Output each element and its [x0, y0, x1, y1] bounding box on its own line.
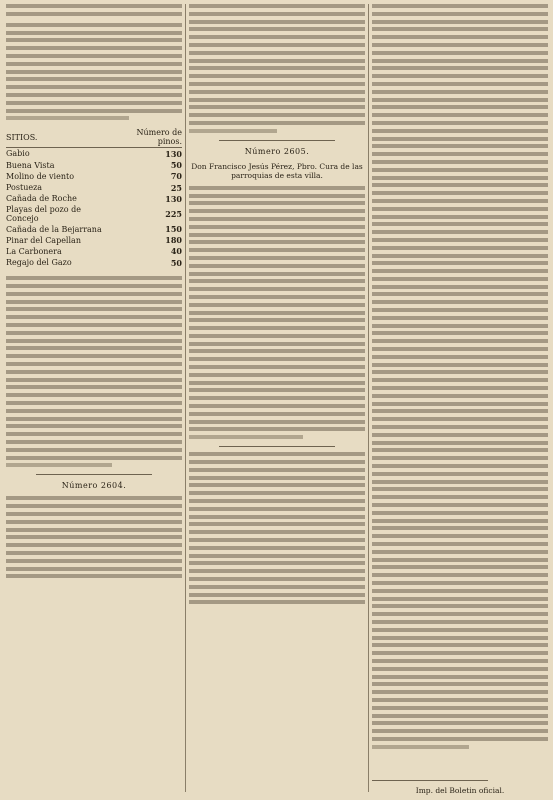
text-block — [189, 186, 365, 440]
text-block — [6, 23, 182, 121]
table-row — [6, 160, 182, 171]
table-row — [6, 257, 182, 268]
notice-sevilla: Don Francisco Jesús Pérez, Pbro. Cura de las parroquias de esta villa. — [191, 161, 363, 180]
column-divider — [368, 4, 369, 792]
pine-count: 180 — [165, 235, 182, 246]
sites-header-left: SITIOS. — [6, 127, 112, 148]
table-row — [6, 171, 182, 182]
table-row — [6, 193, 182, 204]
heading-col2: Número 2605. — [244, 146, 310, 156]
site-name: Postueza — [6, 183, 43, 193]
site-name: Pinar del Capellan — [6, 235, 81, 245]
table-row — [6, 204, 182, 223]
text-block — [189, 452, 365, 604]
site-name: Cañada de Roche — [6, 194, 77, 204]
imprint-footer: Imp. del Boletin oficial. — [415, 786, 505, 795]
text-block — [6, 4, 182, 16]
site-name: Gabio — [6, 149, 30, 159]
pine-count: 40 — [170, 246, 182, 257]
table-row — [6, 235, 182, 246]
column-2 — [189, 4, 365, 794]
pine-count: 130 — [165, 193, 182, 204]
site-name: Molino de viento — [6, 171, 75, 181]
pine-count: 225 — [165, 208, 182, 219]
site-name: Regajo del Gazo — [6, 258, 72, 268]
pine-count: 25 — [170, 182, 182, 193]
site-name: Buena Vista — [6, 160, 55, 170]
sites-table — [6, 127, 182, 268]
text-block — [372, 4, 548, 749]
text-block — [189, 4, 365, 133]
column-divider — [185, 4, 186, 792]
heading-col1: Número 2604. — [61, 481, 127, 491]
table-row — [6, 246, 182, 257]
pine-count: 150 — [165, 224, 182, 235]
text-block — [6, 496, 182, 578]
table-row — [6, 223, 182, 234]
text-block — [6, 276, 182, 467]
column-1 — [6, 4, 182, 794]
table-row — [6, 148, 182, 160]
table-row — [6, 182, 182, 193]
column-3 — [372, 4, 548, 794]
site-name: La Carbonera — [6, 246, 62, 256]
pine-count: 130 — [165, 148, 182, 159]
sites-header-right: Número de pinos. — [112, 127, 182, 148]
pine-count: 50 — [170, 160, 182, 171]
pine-count: 50 — [170, 257, 182, 268]
site-name: Playas del pozo de Concejo — [6, 204, 81, 223]
pine-count: 70 — [170, 171, 182, 182]
site-name: Cañada de la Bejarrana — [6, 224, 102, 234]
